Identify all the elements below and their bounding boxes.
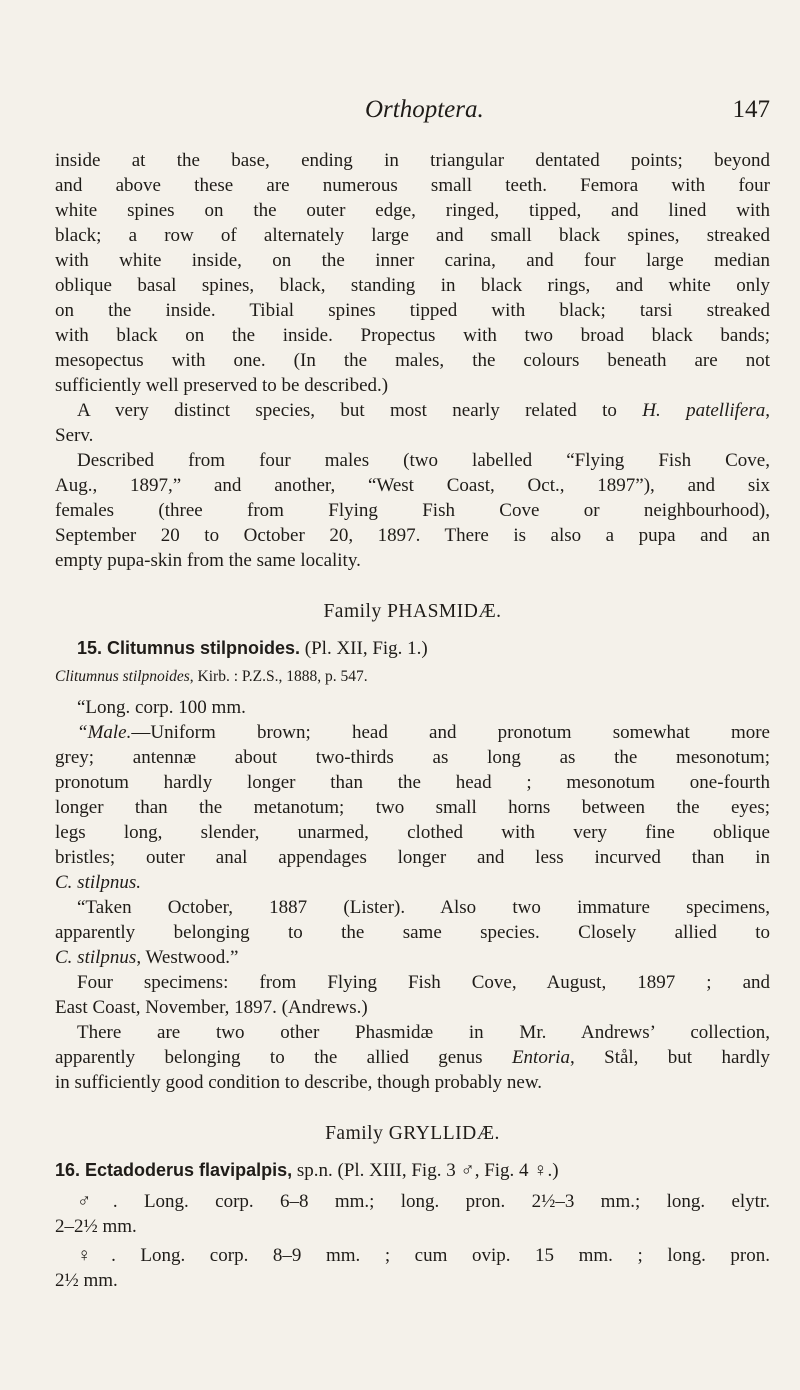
text-line: ♂. Long. corp. 6–8 mm.; long. pron. 2½–3 mm.; long. elytr. (77, 1191, 770, 1212)
text-line: on the inside. Tibial spines tipped with black; tarsi streaked (55, 300, 770, 321)
text-line: empty pupa-skin from the same locality. (55, 550, 361, 571)
text-line: with white inside, on the inner carina, and four large median (55, 250, 770, 271)
text-line: “Taken October, 1887 (Lister). Also two immature specimens, (77, 897, 770, 918)
paragraph-four-specimens (55, 970, 770, 1020)
paragraph-relation (55, 398, 770, 448)
text-line: in sufficiently good condition to describe, though probably new. (55, 1072, 543, 1093)
text-line: “Male.—Uniform brown; head and pronotum somewhat more (77, 722, 770, 743)
running-head (55, 96, 770, 136)
synonymy-line: Clitumnus stilpnoides, Kirb. : P.Z.S., 1888, p. 547. (55, 668, 368, 685)
page-body (55, 148, 770, 1293)
text-line: Aug., 1897,” and another, “West Coast, Oct., 1897”), and six (55, 475, 770, 496)
text-line: East Coast, November, 1897. (Andrews.) (55, 997, 368, 1018)
text-line: grey; antennæ about two-thirds as long as the mesonotum; (55, 747, 770, 768)
text-line: There are two other Phasmidæ in Mr. Andrews’ collection, (77, 1022, 770, 1043)
text-line: apparently belonging to the allied genus Entoria, Stål, but hardly (55, 1047, 770, 1068)
text-line: white spines on the outer edge, ringed, tipped, and lined with (55, 200, 770, 221)
text-line: C. stilpnus. (55, 872, 142, 893)
species-heading-15: 15. Clitumnus stilpnoides. (Pl. XII, Fig. 1.) (77, 638, 428, 659)
family-heading-gryllidae: Family GRYLLIDÆ. (325, 1123, 500, 1144)
measurement-line: “Long. corp. 100 mm. (77, 697, 246, 718)
text-line: and above these are numerous small teeth. Femora with four (55, 175, 770, 196)
text-line: mesopectus with one. (In the males, the colours beneath are not (55, 350, 770, 371)
text-line: Described from four males (two labelled “Flying Fish Cove, (77, 450, 770, 471)
text-line: sufficiently well preserved to be described.) (55, 375, 389, 396)
text-line: Serv. (55, 425, 94, 446)
text-line: legs long, slender, unarmed, clothed with very fine oblique (55, 822, 770, 843)
text-line: apparently belonging to the same species. Closely allied to (55, 922, 770, 943)
text-line: bristles; outer anal appendages longer and less incurved than in (55, 847, 770, 868)
text-line: with black on the inside. Propectus with two broad black bands; (55, 325, 770, 346)
text-line: longer than the metanotum; two small horns between the eyes; (55, 797, 770, 818)
text-line: pronotum hardly longer than the head ; mesonotum one-fourth (55, 772, 770, 793)
text-line: 2–2½ mm. (55, 1216, 137, 1237)
paragraph-taken (55, 895, 770, 970)
paragraph-other-phasmids (55, 1020, 770, 1095)
text-line: oblique basal spines, black, standing in black rings, and white only (55, 275, 770, 296)
female-measurements (55, 1243, 770, 1293)
running-head-title: Orthoptera. (365, 96, 484, 123)
text-line: September 20 to October 20, 1897. There is also a pupa and an (55, 525, 770, 546)
family-heading-phasmidae: Family PHASMIDÆ. (323, 601, 502, 622)
text-line: inside at the base, ending in triangular dentated points; beyond (55, 150, 770, 171)
text-line: black; a row of alternately large and small black spines, streaked (55, 225, 770, 246)
page-number: 147 (732, 96, 770, 123)
paragraph-description-continued (55, 148, 770, 398)
species-heading-16: 16. Ectadoderus flavipalpis, sp.n. (Pl. XIII, Fig. 3 ♂, Fig. 4 ♀.) (55, 1160, 559, 1181)
male-measurements (55, 1189, 770, 1239)
text-line: 2½ mm. (55, 1270, 118, 1291)
text-line: ♀. Long. corp. 8–9 mm. ; cum ovip. 15 mm. ; long. pron. (77, 1245, 770, 1266)
text-line: females (three from Flying Fish Cove or neighbourhood), (55, 500, 770, 521)
text-line: A very distinct species, but most nearly related to H. patellifera, (77, 400, 770, 421)
paragraph-male-description (55, 720, 770, 895)
text-line: Four specimens: from Flying Fish Cove, August, 1897 ; and (77, 972, 770, 993)
text-line: C. stilpnus, Westwood.” (55, 947, 239, 968)
paragraph-material (55, 448, 770, 573)
